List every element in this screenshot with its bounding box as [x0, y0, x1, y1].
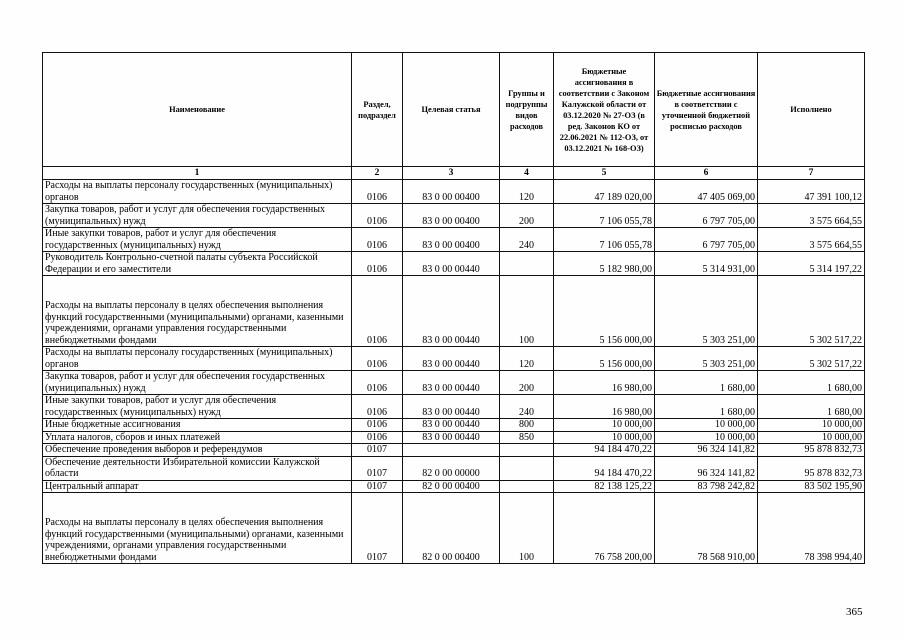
- row-law-amount: 7 106 055,78: [554, 228, 655, 252]
- column-number-row: [43, 167, 865, 180]
- row-law-amount: 10 000,00: [554, 419, 655, 432]
- budget-table: [42, 52, 865, 564]
- column-number: 5: [554, 167, 655, 180]
- row-expense-group: [500, 252, 554, 276]
- row-section: 0106: [352, 419, 403, 432]
- table-header-row: [43, 53, 865, 167]
- row-target-item: 83 0 00 00440: [403, 276, 500, 347]
- row-expense-group: 240: [500, 228, 554, 252]
- row-section: 0107: [352, 444, 403, 457]
- row-target-item: 83 0 00 00440: [403, 371, 500, 395]
- row-section: 0107: [352, 493, 403, 564]
- row-name: Уплата налогов, сборов и иных платежей: [43, 431, 352, 444]
- row-section: 0107: [352, 456, 403, 480]
- table-row: [43, 204, 865, 228]
- row-expense-group: 120: [500, 347, 554, 371]
- row-expense-group: [500, 444, 554, 457]
- row-section: 0107: [352, 480, 403, 493]
- header-adjusted-allocations: Бюджетные ассигнования в соответствии с уточненной бюджетной росписью расходов: [655, 53, 758, 167]
- row-name: Обеспечение проведения выборов и референдумов: [43, 444, 352, 457]
- row-executed-amount: 5 302 517,22: [758, 347, 865, 371]
- row-expense-group: 200: [500, 371, 554, 395]
- row-target-item: 83 0 00 00440: [403, 252, 500, 276]
- row-law-amount: 94 184 470,22: [554, 444, 655, 457]
- row-executed-amount: 1 680,00: [758, 371, 865, 395]
- row-law-amount: 16 980,00: [554, 395, 655, 419]
- table-row: [43, 456, 865, 480]
- row-target-item: 83 0 00 00400: [403, 204, 500, 228]
- table-row: [43, 276, 865, 347]
- row-section: 0106: [352, 431, 403, 444]
- table-row: [43, 347, 865, 371]
- row-target-item: 83 0 00 00440: [403, 395, 500, 419]
- row-name: Руководитель Контрольно-счетной палаты субъекта Российской Федерации и его заместители: [43, 252, 352, 276]
- row-law-amount: 7 106 055,78: [554, 204, 655, 228]
- header-target-item: Целевая статья: [403, 53, 500, 167]
- row-law-amount: 76 758 200,00: [554, 493, 655, 564]
- row-executed-amount: 10 000,00: [758, 419, 865, 432]
- row-adjusted-amount: 5 303 251,00: [655, 276, 758, 347]
- row-target-item: 83 0 00 00440: [403, 419, 500, 432]
- header-executed: Исполнено: [758, 53, 865, 167]
- row-section: 0106: [352, 228, 403, 252]
- page-number: 365: [846, 606, 863, 618]
- row-executed-amount: 78 398 994,40: [758, 493, 865, 564]
- row-law-amount: 5 156 000,00: [554, 347, 655, 371]
- row-expense-group: 100: [500, 493, 554, 564]
- table-row: [43, 371, 865, 395]
- row-adjusted-amount: 47 405 069,00: [655, 180, 758, 204]
- row-adjusted-amount: 5 314 931,00: [655, 252, 758, 276]
- row-executed-amount: 3 575 664,55: [758, 228, 865, 252]
- row-name: Расходы на выплаты персоналу государственных (муниципальных) органов: [43, 180, 352, 204]
- row-adjusted-amount: 1 680,00: [655, 395, 758, 419]
- row-expense-group: 240: [500, 395, 554, 419]
- row-target-item: 83 0 00 00400: [403, 228, 500, 252]
- row-adjusted-amount: 5 303 251,00: [655, 347, 758, 371]
- row-section: 0106: [352, 395, 403, 419]
- row-target-item: [403, 444, 500, 457]
- row-expense-group: 200: [500, 204, 554, 228]
- row-expense-group: 120: [500, 180, 554, 204]
- header-name: Наименование: [43, 53, 352, 167]
- table-row: [43, 444, 865, 457]
- row-executed-amount: 83 502 195,90: [758, 480, 865, 493]
- row-law-amount: 82 138 125,22: [554, 480, 655, 493]
- row-target-item: 82 0 00 00000: [403, 456, 500, 480]
- row-section: 0106: [352, 371, 403, 395]
- table-row: [43, 480, 865, 493]
- column-number: 4: [500, 167, 554, 180]
- row-law-amount: 5 156 000,00: [554, 276, 655, 347]
- row-adjusted-amount: 96 324 141,82: [655, 444, 758, 457]
- table-row: [43, 419, 865, 432]
- row-adjusted-amount: 96 324 141,82: [655, 456, 758, 480]
- row-target-item: 83 0 00 00440: [403, 347, 500, 371]
- row-name: Закупка товаров, работ и услуг для обеспечения государственных (муниципальных) нужд: [43, 204, 352, 228]
- row-expense-group: 850: [500, 431, 554, 444]
- row-executed-amount: 5 314 197,22: [758, 252, 865, 276]
- row-name: Закупка товаров, работ и услуг для обеспечения государственных (муниципальных) нужд: [43, 371, 352, 395]
- row-executed-amount: 5 302 517,22: [758, 276, 865, 347]
- row-executed-amount: 47 391 100,12: [758, 180, 865, 204]
- row-name: Расходы на выплаты персоналу государственных (муниципальных) органов: [43, 347, 352, 371]
- row-section: 0106: [352, 347, 403, 371]
- table-row: [43, 395, 865, 419]
- row-law-amount: 47 189 020,00: [554, 180, 655, 204]
- table-row: [43, 252, 865, 276]
- row-target-item: 83 0 00 00400: [403, 180, 500, 204]
- table-row: [43, 431, 865, 444]
- column-number: 3: [403, 167, 500, 180]
- row-name: Иные закупки товаров, работ и услуг для обеспечения государственных (муниципальных) нужд: [43, 395, 352, 419]
- header-expense-group: Группы и подгруппы видов расходов: [500, 53, 554, 167]
- row-adjusted-amount: 6 797 705,00: [655, 204, 758, 228]
- row-adjusted-amount: 1 680,00: [655, 371, 758, 395]
- row-name: Расходы на выплаты персоналу в целях обеспечения выполнения функций государственными (муниципальными) органами, казенными учреждениями, органами управления государственными внебюджетными фондами: [43, 493, 352, 564]
- row-expense-group: 100: [500, 276, 554, 347]
- row-expense-group: 800: [500, 419, 554, 432]
- row-expense-group: [500, 480, 554, 493]
- row-target-item: 83 0 00 00440: [403, 431, 500, 444]
- row-adjusted-amount: 78 568 910,00: [655, 493, 758, 564]
- row-target-item: 82 0 00 00400: [403, 480, 500, 493]
- column-number: 1: [43, 167, 352, 180]
- row-name: Иные закупки товаров, работ и услуг для обеспечения государственных (муниципальных) нужд: [43, 228, 352, 252]
- row-law-amount: 94 184 470,22: [554, 456, 655, 480]
- header-law-allocations: Бюджетные ассигнования в соответствии с Законом Калужской области от 03.12.2020 № 27-ОЗ (в ред. Законов КО от 22.06.2021 № 112-ОЗ, от 03.12.2021 № 168-ОЗ): [554, 53, 655, 167]
- table-row: [43, 493, 865, 564]
- row-executed-amount: 10 000,00: [758, 431, 865, 444]
- row-adjusted-amount: 10 000,00: [655, 419, 758, 432]
- row-executed-amount: 95 878 832,73: [758, 456, 865, 480]
- row-law-amount: 16 980,00: [554, 371, 655, 395]
- row-executed-amount: 3 575 664,55: [758, 204, 865, 228]
- column-number: 2: [352, 167, 403, 180]
- row-expense-group: [500, 456, 554, 480]
- row-executed-amount: 95 878 832,73: [758, 444, 865, 457]
- row-adjusted-amount: 6 797 705,00: [655, 228, 758, 252]
- header-section: Раздел, подраздел: [352, 53, 403, 167]
- table-row: [43, 180, 865, 204]
- row-section: 0106: [352, 180, 403, 204]
- row-law-amount: 5 182 980,00: [554, 252, 655, 276]
- table-row: [43, 228, 865, 252]
- row-adjusted-amount: 83 798 242,82: [655, 480, 758, 493]
- row-section: 0106: [352, 252, 403, 276]
- row-name: Обеспечение деятельности Избирательной комиссии Калужской области: [43, 456, 352, 480]
- row-executed-amount: 1 680,00: [758, 395, 865, 419]
- row-section: 0106: [352, 204, 403, 228]
- row-section: 0106: [352, 276, 403, 347]
- column-number: 6: [655, 167, 758, 180]
- row-name: Расходы на выплаты персоналу в целях обеспечения выполнения функций государственными (муниципальными) органами, казенными учреждениями, органами управления государственными внебюджетными фондами: [43, 276, 352, 347]
- row-law-amount: 10 000,00: [554, 431, 655, 444]
- row-name: Иные бюджетные ассигнования: [43, 419, 352, 432]
- row-name: Центральный аппарат: [43, 480, 352, 493]
- row-adjusted-amount: 10 000,00: [655, 431, 758, 444]
- column-number: 7: [758, 167, 865, 180]
- row-target-item: 82 0 00 00400: [403, 493, 500, 564]
